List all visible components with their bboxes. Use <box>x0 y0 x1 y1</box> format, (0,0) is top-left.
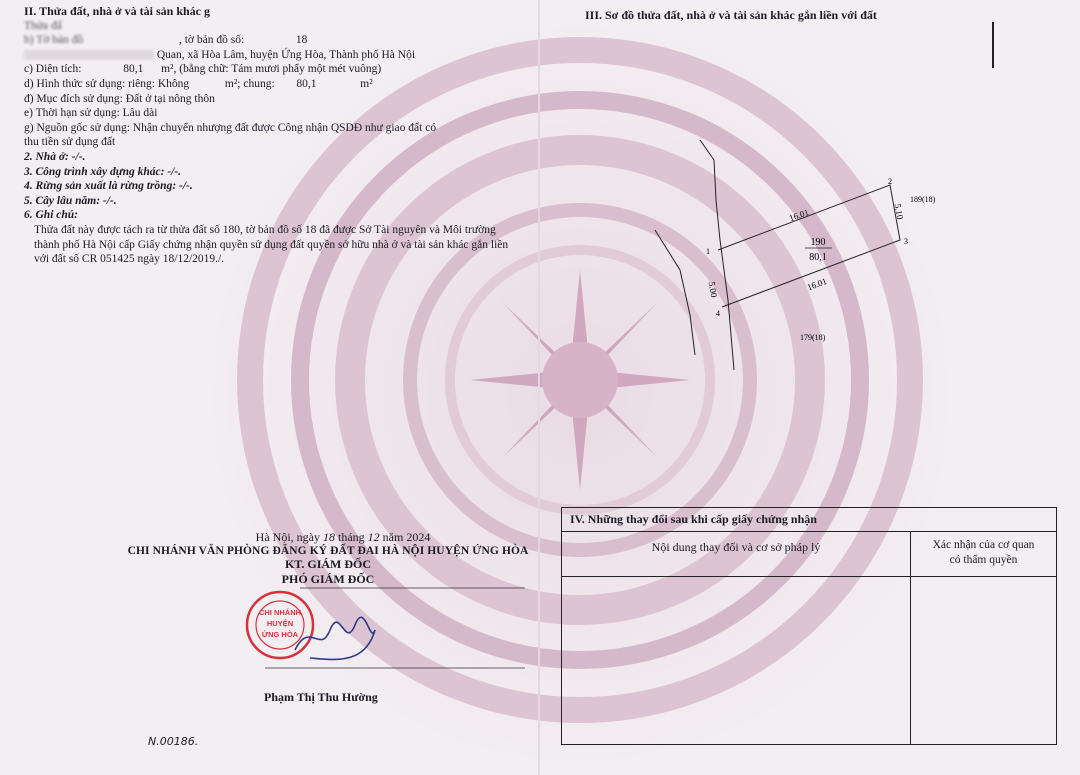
area-unit: m², (bằng chữ: Tám mươi phẩy một mét vuông) <box>161 63 382 76</box>
signer-role-1: KT. GIÁM ĐỐC <box>284 557 372 571</box>
map-sheet-label: , tờ bản đồ số: <box>178 34 245 47</box>
parcel-line-a: Thửa đấ <box>24 19 62 32</box>
usage-form-common: 80,1 <box>296 77 317 90</box>
notes-title: 6. Ghi chú: <box>24 209 78 222</box>
date-year: năm 2024 <box>382 530 431 544</box>
date-month-label: tháng <box>337 530 365 544</box>
neighbor-bottom: 179(18) <box>800 333 826 342</box>
date-day: 18 <box>322 530 335 544</box>
edge-top-length: 16.01 <box>787 207 811 224</box>
stamp-and-signature <box>225 580 555 690</box>
usage-origin-2: thu tiền sử dụng đất <box>24 136 116 149</box>
neighbor-top: 189(18) <box>910 195 936 204</box>
trees-item: 5. Cây lâu năm: -/-. <box>24 194 117 207</box>
column-authority-line-2: có thẩm quyền <box>949 554 1018 566</box>
signer-name: Phạm Thị Thu Hường <box>264 690 378 704</box>
forest-item: 4. Rừng sản xuất là rừng trồng: -/-. <box>24 180 193 193</box>
parcel-area: 80,1 <box>809 252 827 263</box>
section-4-title: IV. Những thay đổi sau khi cấp giấy chứng nhận <box>562 508 1056 532</box>
section-2 <box>24 4 534 267</box>
section-2-title: II. Thửa đất, nhà ở và tài sản khác g <box>24 4 211 18</box>
vertex-3: 3 <box>904 237 908 246</box>
usage-form-common-label: m²; chung: <box>224 77 275 90</box>
margin-mark <box>990 22 996 72</box>
column-authority-line-1: Xác nhận của cơ quan <box>932 539 1035 551</box>
parcel-address: Quan, xã Hòa Lâm, huyện Ứng Hòa, Thành phố Hà Nội <box>156 48 416 61</box>
issuing-organization: CHI NHÁNH VĂN PHÒNG ĐĂNG KÝ ĐẤT ĐAI HÀ NỘI HUYỆN ỨNG HÒA <box>127 545 529 557</box>
changes-table-header <box>562 532 1056 577</box>
usage-purpose: đ) Mục đích sử dụng: Đất ở tại nông thôn <box>24 92 215 105</box>
parcel-number: 190 <box>810 237 826 248</box>
usage-form-label: d) Hình thức sử dụng: riêng: <box>24 77 155 90</box>
parcel-line-b-prefix: b) Tờ bản đồ <box>24 34 84 47</box>
issue-date <box>128 530 558 545</box>
notes-text: Thửa đất này được tách ra từ thửa đất số 180, tờ bản đồ số 18 đã được Sở Tài nguyên và Môi trường thành phố Hà Nội cấp Giấy chứng nhận quyền sử dụng đất quyền sở hữu nhà ở và tài sản khác gắn liền với đất số CR 051425 ngày 18/12/2019./. <box>34 223 509 266</box>
changes-table <box>561 507 1057 745</box>
redacted-address <box>24 50 154 60</box>
handwritten-code: N.00186. <box>148 735 199 748</box>
column-change-content: Nội dung thay đổi và cơ sở pháp lý <box>562 532 911 576</box>
parcel-diagram <box>650 140 950 380</box>
edge-right-length: 5.10 <box>892 202 906 221</box>
usage-term: e) Thời hạn sử dụng: Lâu dài <box>24 107 158 120</box>
date-month: 12 <box>367 530 380 544</box>
usage-origin-1: g) Nguồn gốc sử dụng: Nhận chuyển nhượng đất được Công nhận QSDĐ như giao đất có <box>24 121 437 134</box>
house-item: 2. Nhà ở: -/-. <box>24 150 86 163</box>
vertex-2: 2 <box>888 177 892 186</box>
column-authority-confirmation <box>911 532 1056 582</box>
edge-left-length: 5.00 <box>706 280 720 299</box>
signer-role-2: PHÓ GIÁM ĐỐC <box>281 572 375 586</box>
area-value: 80,1 <box>123 63 144 76</box>
stamp-text-2: HUYỆN <box>266 619 294 628</box>
construction-item: 3. Công trình xây dựng khác: -/-. <box>24 165 182 178</box>
date-prefix: Hà Nội, ngày <box>255 530 320 544</box>
stamp-text-1: CHI NHÁNH <box>258 608 302 617</box>
stamp-text-3: ỨNG HÒA <box>261 630 299 639</box>
area-label: c) Diện tích: <box>24 63 82 76</box>
official-stamp <box>247 592 313 658</box>
vertex-4: 4 <box>716 309 720 318</box>
map-sheet-number: 18 <box>295 34 308 47</box>
usage-form-private: Không <box>157 77 190 90</box>
handwritten-signature <box>295 617 375 659</box>
edge-bottom-length: 16.01 <box>805 276 829 293</box>
signature-block <box>98 530 558 587</box>
vertex-1: 1 <box>706 247 710 256</box>
section-3-title: III. Sơ đồ thửa đất, nhà ở và tài sản khác gắn liền với đất <box>585 8 877 22</box>
usage-form-unit: m² <box>360 77 373 90</box>
column-divider <box>910 576 911 744</box>
